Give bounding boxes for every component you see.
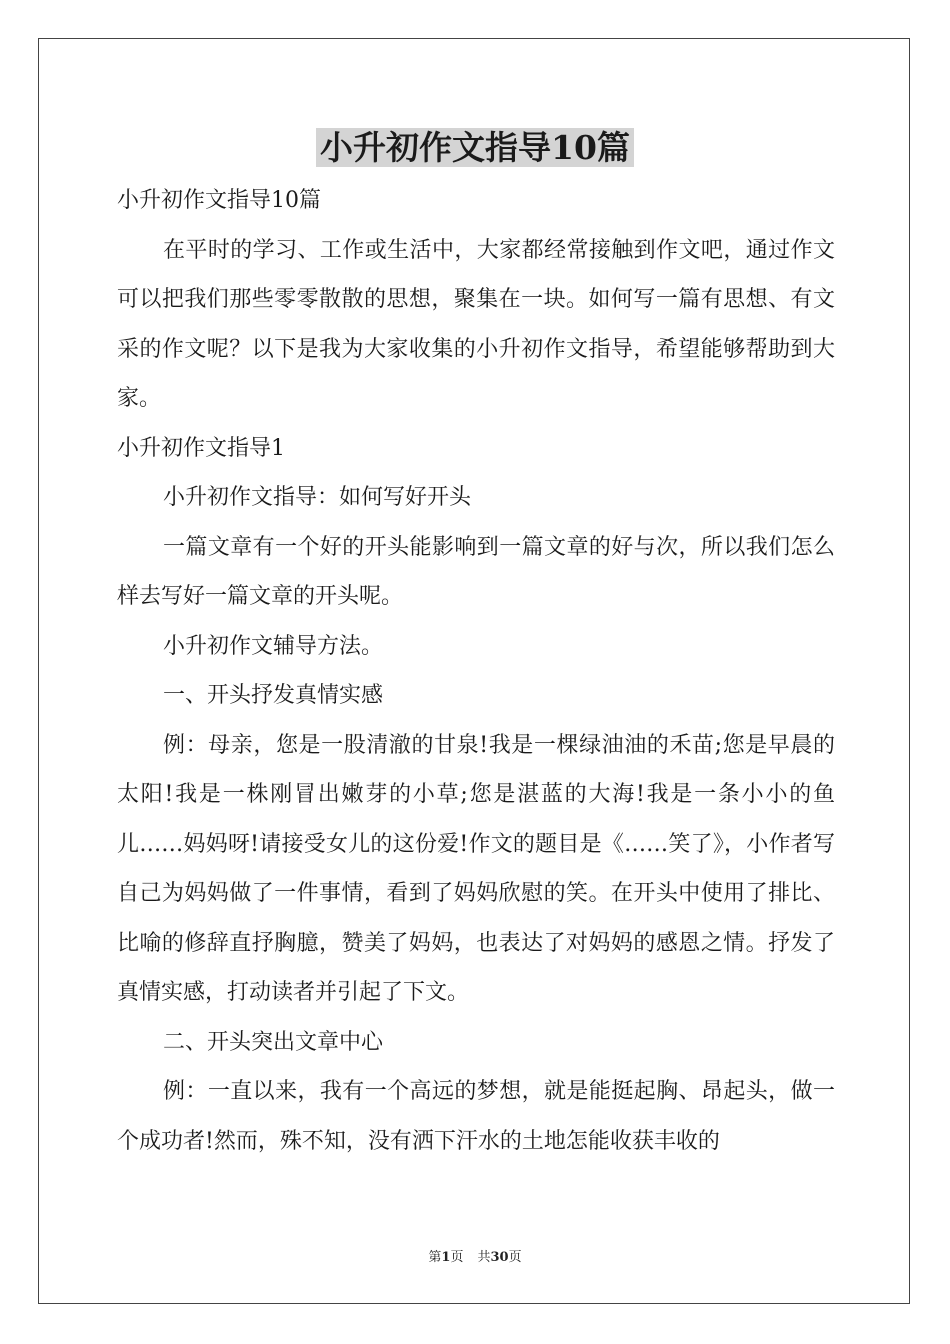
total-prefix: 共 xyxy=(477,1250,491,1265)
page-number: 1 xyxy=(441,1250,451,1265)
document-body xyxy=(117,176,835,1166)
example-paragraph-1: 例：母亲，您是一股清澈的甘泉!我是一棵绿油油的禾苗;您是早晨的太阳!我是一株刚冒出嫩芽的小草;您是湛蓝的大海!我是一条小小的鱼儿……妈妈呀!请接受女儿的这份爱!作文的题目是《……笑了》，小作者写自己为妈妈做了一件事情，看到了妈妈欣慰的笑。在开头中使用了排比、比喻的修辞直抒胸臆，赞美了妈妈，也表达了对妈妈的感恩之情。抒发了真情实感，打动读者并引起了下文。 xyxy=(117,732,835,1005)
total-suffix: 页 xyxy=(508,1250,522,1265)
document-title xyxy=(0,124,950,172)
document-title-text: 小升初作文指导10篇 xyxy=(316,128,634,167)
page-prefix: 第 xyxy=(428,1250,442,1265)
page-suffix: 页 xyxy=(450,1250,464,1265)
total-pages: 30 xyxy=(490,1250,509,1265)
point-heading-1: 一、开头抒发真情实感 xyxy=(163,683,384,708)
topic-line: 小升初作文指导：如何写好开头 xyxy=(163,485,472,510)
point-heading-2: 二、开头突出文章中心 xyxy=(163,1029,384,1055)
document-subtitle: 小升初作文指导10篇 xyxy=(117,188,321,213)
paragraph-opening: 一篇文章有一个好的开头能影响到一篇文章的好与次，所以我们怎么样去写好一篇文章的开头呢。 xyxy=(117,534,835,609)
intro-paragraph: 在平时的学习、工作或生活中，大家都经常接触到作文吧，通过作文可以把我们那些零零散散的思想，聚集在一块。如何写一篇有思想、有文采的作文呢？以下是我为大家收集的小升初作文指导，希望能够帮助到大家。 xyxy=(117,237,835,411)
section-heading: 小升初作文指导1 xyxy=(117,435,285,461)
example-paragraph-2: 例：一直以来，我有一个高远的梦想，就是能挺起胸、昂起头，做一个成功者!然而，殊不知，没有洒下汗水的土地怎能收获丰收的 xyxy=(117,1079,835,1154)
paragraph-methods: 小升初作文辅导方法。 xyxy=(163,633,384,659)
page-footer xyxy=(0,1246,950,1265)
